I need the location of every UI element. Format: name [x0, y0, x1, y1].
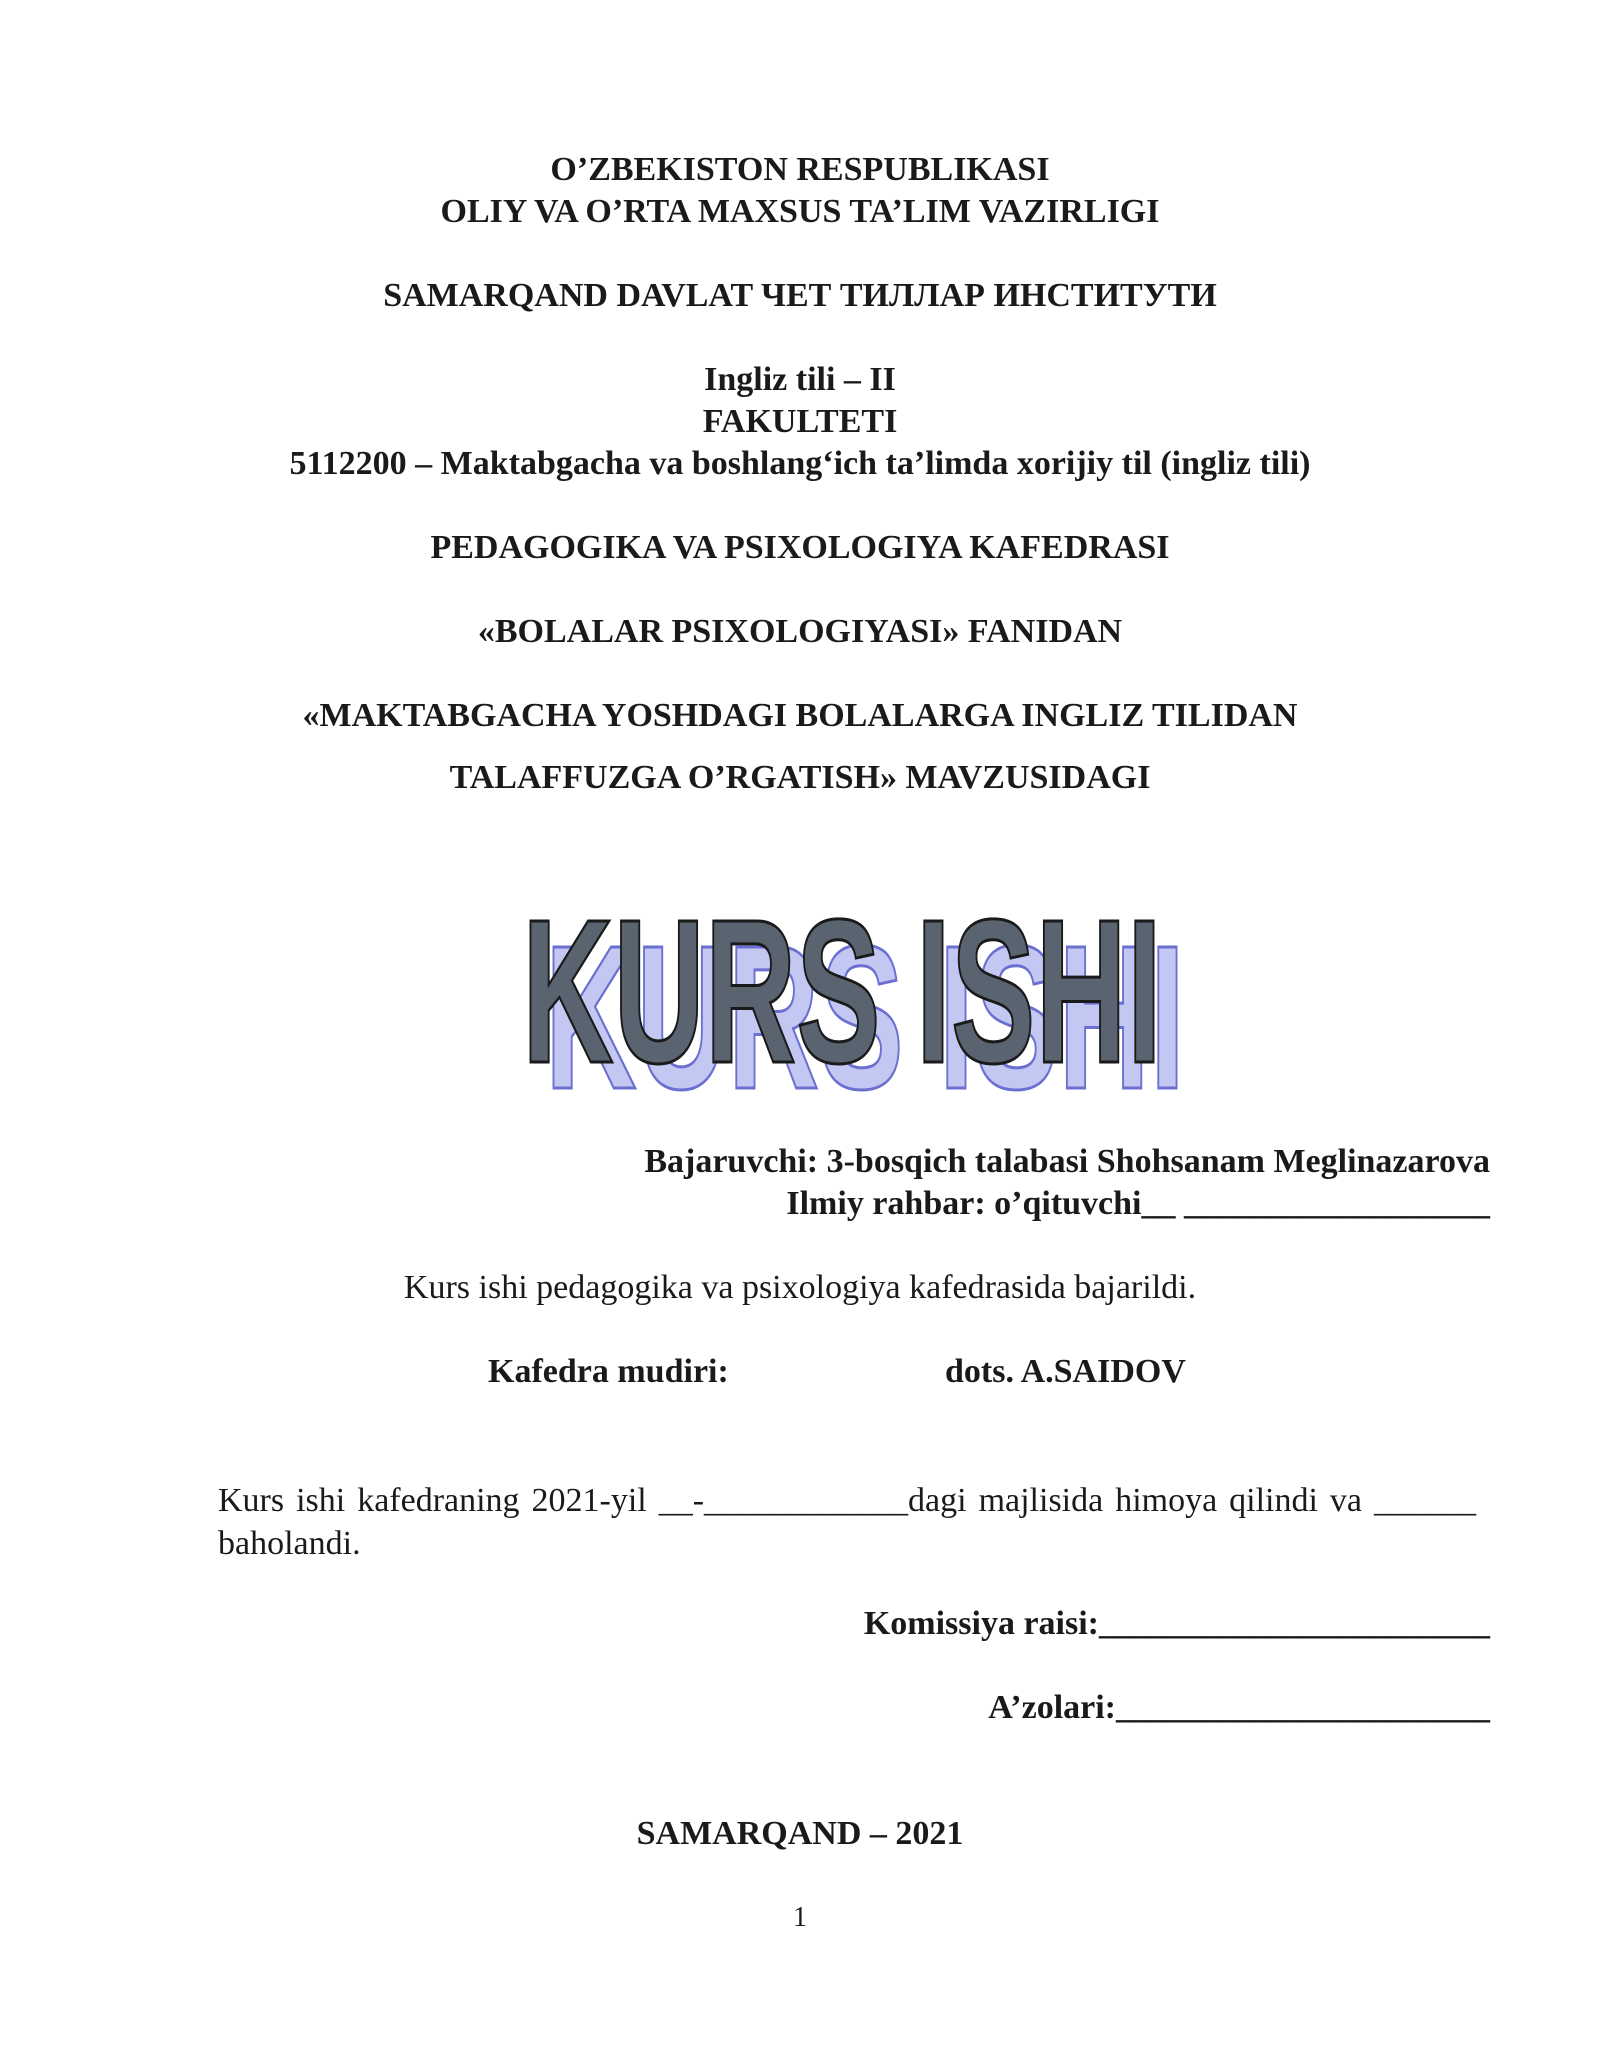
ministry-heading: OLIY VA O’RTA MAXSUS TA’LIM VAZIRLIGI — [440, 193, 1160, 230]
supervisor-line: Ilmiy rahbar: o’qituvchi__ __________________ — [786, 1185, 1490, 1222]
topic-line-1: «MAKTABGACHA YOSHDAGI BOLALARGA INGLIZ TILIDAN — [302, 697, 1298, 734]
page-number: 1 — [793, 1902, 807, 1933]
country-heading: O’ZBEKISTON RESPUBLIKASI — [550, 151, 1050, 188]
commission-chair-line: Komissiya raisi:_______________________ — [863, 1605, 1490, 1642]
faculty-name: Ingliz tili – II — [704, 361, 896, 398]
kurs-ishi-title-art — [490, 890, 1230, 1110]
faculty-label: FAKULTETI — [702, 403, 898, 440]
topic-line-2: TALAFFUZGA O’RGATISH» MAVZUSIDAGI — [449, 759, 1151, 796]
department-heading: PEDAGOGIKA VA PSIXOLOGIYA KAFEDRASI — [430, 529, 1170, 566]
head-of-department-name: dots. A.SAIDOV — [945, 1353, 1186, 1390]
city-year: SAMARQAND – 2021 — [636, 1815, 964, 1852]
subject-heading: «BOLALAR PSIXOLOGIYASI» FANIDAN — [477, 613, 1123, 650]
defense-paragraph: Kurs ishi kafedraning 2021-yil __-____________dagi majlisida himoya qilindi va ______ baholandi. — [218, 1482, 1476, 1562]
kurs-ishi-main-text: KURS ISHI — [522, 890, 1162, 1106]
head-of-department-label: Kafedra mudiri: — [488, 1353, 729, 1390]
performer-line: Bajaruvchi: 3-bosqich talabasi Shohsanam Meglinazarova — [644, 1143, 1490, 1180]
commission-members-line: A’zolari:______________________ — [988, 1689, 1490, 1726]
completion-note: Kurs ishi pedagogika va psixologiya kafedrasida bajarildi. — [403, 1269, 1197, 1306]
specialty: 5112200 – Maktabgacha va boshlang‘ich ta’limda xorijiy til (ingliz tili) — [289, 445, 1311, 482]
institute-heading: SAMARQAND DAVLAT ЧЕТ ТИЛЛАР ИНСТИТУТИ — [383, 277, 1217, 314]
kurs-ishi-shadow-text: KURS ISHI — [545, 903, 1185, 1110]
